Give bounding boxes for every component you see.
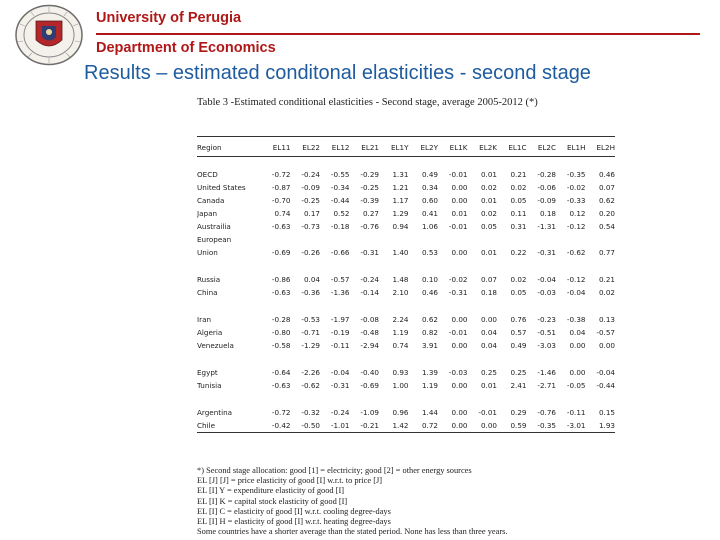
value-cell: 0.46: [598, 170, 615, 179]
table-bottom-rule: [197, 432, 615, 433]
value-cell: -0.09: [301, 183, 320, 192]
value-cell: -0.87: [271, 183, 291, 192]
value-cell: 0.94: [392, 222, 409, 231]
value-cell: [438, 233, 468, 246]
value-cell: 0.07: [598, 183, 615, 192]
value-cell: 0.10: [421, 275, 438, 284]
spacer-cell: [197, 352, 615, 366]
region-cell: United States: [197, 183, 246, 192]
value-cell: -0.44: [330, 196, 350, 205]
region-cell: Tunisia: [197, 381, 222, 390]
value-cell: [527, 233, 557, 246]
value-cell: -0.31: [330, 381, 350, 390]
value-cell: 0.25: [480, 368, 497, 377]
value-cell: -0.26: [301, 248, 320, 257]
table-row: [197, 194, 615, 207]
value-cell: -0.63: [271, 288, 291, 297]
value-cell: [409, 233, 439, 246]
note-line: *) Second stage allocation: good [1] = electricity; good [2] = other energy sources: [197, 466, 472, 475]
value-cell: 0.12: [569, 209, 586, 218]
value-cell: 0.59: [510, 421, 527, 430]
value-cell: -0.28: [271, 315, 291, 324]
value-cell: 1.93: [598, 421, 615, 430]
value-cell: 1.40: [392, 248, 409, 257]
value-cell: -0.40: [360, 368, 379, 377]
value-cell: 1.21: [392, 183, 409, 192]
value-cell: 0.49: [510, 341, 527, 350]
value-cell: 0.00: [451, 421, 468, 430]
value-cell: -0.62: [566, 248, 586, 257]
note-line: EL [I] Y = expenditure elasticity of good [I]: [197, 486, 345, 496]
value-cell: -0.36: [301, 288, 320, 297]
value-cell: 0.01: [480, 248, 497, 257]
spacer-cell: [197, 154, 615, 168]
value-cell: 0.77: [598, 248, 615, 257]
value-cell: -0.02: [448, 275, 468, 284]
value-cell: 1.19: [421, 381, 438, 390]
value-cell: 2.24: [392, 315, 409, 324]
value-cell: 0.21: [510, 170, 527, 179]
value-cell: 0.01: [480, 170, 497, 179]
value-cell: -0.39: [360, 196, 379, 205]
table-row: [197, 181, 615, 194]
value-cell: 0.49: [421, 170, 438, 179]
column-header-el2c: EL2C: [537, 143, 556, 152]
value-cell: -0.80: [271, 328, 291, 337]
table-spacer-row: [197, 259, 615, 273]
value-cell: -0.73: [301, 222, 320, 231]
column-header-el22: EL22: [302, 143, 320, 152]
value-cell: -0.25: [301, 196, 320, 205]
value-cell: 0.18: [480, 288, 497, 297]
value-cell: -0.25: [360, 183, 379, 192]
value-cell: -0.35: [566, 170, 586, 179]
value-cell: -2.94: [360, 341, 379, 350]
value-cell: -0.35: [537, 421, 556, 430]
column-header-el1y: EL1Y: [390, 143, 409, 152]
region-cell: Argentina: [197, 408, 233, 417]
column-header-el2h: EL2H: [596, 143, 615, 152]
value-cell: -0.57: [596, 328, 615, 337]
value-cell: [350, 233, 380, 246]
header-divider: [96, 33, 700, 35]
value-cell: -0.11: [566, 408, 586, 417]
value-cell: 1.42: [392, 421, 409, 430]
value-cell: -0.01: [478, 408, 497, 417]
value-cell: 0.74: [392, 341, 409, 350]
value-cell: -0.69: [271, 248, 291, 257]
value-cell: -0.32: [301, 408, 320, 417]
value-cell: -0.12: [566, 222, 586, 231]
value-cell: 1.00: [392, 381, 409, 390]
value-cell: -0.53: [301, 315, 320, 324]
value-cell: -0.57: [330, 275, 350, 284]
value-cell: 0.02: [510, 183, 527, 192]
column-header-el2k: EL2K: [479, 143, 497, 152]
value-cell: -0.70: [271, 196, 291, 205]
value-cell: -0.72: [271, 408, 291, 417]
value-cell: 0.62: [421, 315, 438, 324]
value-cell: -0.50: [301, 421, 320, 430]
value-cell: -0.66: [330, 248, 350, 257]
value-cell: 0.21: [598, 275, 615, 284]
value-cell: -0.04: [596, 368, 615, 377]
university-name: University of Perugia: [96, 10, 242, 26]
value-cell: -0.04: [566, 288, 586, 297]
region-cell: Egypt: [197, 368, 218, 377]
value-cell: [586, 233, 616, 246]
region-cell: Venezuela: [197, 341, 234, 350]
value-cell: 0.18: [539, 209, 556, 218]
value-cell: -0.08: [360, 315, 379, 324]
value-cell: 0.04: [303, 275, 320, 284]
value-cell: -0.12: [566, 275, 586, 284]
value-cell: -3.03: [537, 341, 556, 350]
value-cell: -0.24: [330, 408, 350, 417]
value-cell: 1.31: [392, 170, 409, 179]
value-cell: 0.00: [451, 183, 468, 192]
value-cell: [320, 233, 350, 246]
slide-title: Results – estimated conditonal elasticities - second stage: [84, 62, 591, 84]
value-cell: 0.29: [510, 408, 527, 417]
value-cell: 0.05: [510, 288, 527, 297]
value-cell: 0.00: [598, 341, 615, 350]
value-cell: -0.29: [360, 170, 379, 179]
value-cell: [556, 233, 586, 246]
value-cell: 0.04: [480, 341, 497, 350]
table-row: [197, 366, 615, 379]
value-cell: -0.19: [330, 328, 350, 337]
table-row: [197, 246, 615, 259]
value-cell: -0.64: [271, 368, 291, 377]
value-cell: 0.07: [480, 275, 497, 284]
value-cell: -0.04: [537, 275, 556, 284]
value-cell: -0.03: [537, 288, 556, 297]
value-cell: -0.01: [448, 222, 468, 231]
value-cell: 0.00: [451, 196, 468, 205]
column-header-el1c: EL1C: [508, 143, 527, 152]
value-cell: 2.10: [392, 288, 409, 297]
value-cell: -0.71: [301, 328, 320, 337]
value-cell: -2.26: [301, 368, 320, 377]
value-cell: -0.44: [596, 381, 615, 390]
value-cell: -1.09: [360, 408, 379, 417]
value-cell: 0.93: [392, 368, 409, 377]
column-header-el2y: EL2Y: [420, 143, 438, 152]
value-cell: -0.01: [448, 328, 468, 337]
spacer-cell: [197, 259, 615, 273]
value-cell: 0.34: [421, 183, 438, 192]
value-cell: 0.76: [510, 315, 527, 324]
value-cell: 0.00: [451, 381, 468, 390]
value-cell: 0.60: [421, 196, 438, 205]
value-cell: 3.91: [421, 341, 438, 350]
note-line: Some countries have a shorter average than the stated period. None has less than three years.: [197, 527, 508, 537]
column-header-el21: EL21: [361, 143, 379, 152]
value-cell: -0.11: [330, 341, 350, 350]
value-cell: 1.48: [392, 275, 409, 284]
value-cell: 0.53: [421, 248, 438, 257]
note-line: EL [I] C = elasticity of good [I] w.r.t. cooling degree-days: [197, 506, 391, 516]
region-cell: China: [197, 288, 218, 297]
value-cell: -0.01: [448, 170, 468, 179]
value-cell: -0.69: [360, 381, 379, 390]
table-row: [197, 406, 615, 419]
region-cell: Union: [197, 248, 218, 257]
elasticities-table: [197, 141, 615, 432]
value-cell: 0.46: [421, 288, 438, 297]
value-cell: 0.00: [451, 408, 468, 417]
column-header-region: Region: [197, 143, 222, 152]
value-cell: 0.41: [421, 209, 438, 218]
region-cell: Chile: [197, 421, 215, 430]
value-cell: [261, 233, 291, 246]
value-cell: 0.01: [480, 196, 497, 205]
column-header-el1h: EL1H: [566, 143, 586, 152]
value-cell: 0.72: [421, 421, 438, 430]
value-cell: -0.33: [566, 196, 586, 205]
value-cell: -0.05: [566, 381, 586, 390]
value-cell: -0.55: [330, 170, 350, 179]
value-cell: -0.14: [360, 288, 379, 297]
note-line: EL [I] H = elasticity of good [I] w.r.t. heating degree-days: [197, 517, 391, 527]
value-cell: 0.17: [303, 209, 320, 218]
value-cell: -0.03: [448, 368, 468, 377]
value-cell: 1.17: [392, 196, 409, 205]
value-cell: -0.76: [537, 408, 556, 417]
table-row: [197, 207, 615, 220]
value-cell: 0.74: [274, 209, 291, 218]
value-cell: -0.23: [537, 315, 556, 324]
value-cell: 0.02: [510, 275, 527, 284]
value-cell: -0.18: [330, 222, 350, 231]
value-cell: 0.02: [480, 183, 497, 192]
value-cell: [497, 233, 527, 246]
value-cell: -0.31: [360, 248, 379, 257]
spacer-cell: [197, 299, 615, 313]
value-cell: [291, 233, 321, 246]
value-cell: -0.86: [271, 275, 291, 284]
region-cell: Japan: [197, 209, 218, 218]
value-cell: -0.76: [360, 222, 379, 231]
value-cell: 0.00: [569, 368, 586, 377]
value-cell: [379, 233, 409, 246]
value-cell: -0.09: [537, 196, 556, 205]
value-cell: -1.01: [330, 421, 350, 430]
value-cell: 0.04: [569, 328, 586, 337]
region-cell: Iran: [197, 315, 212, 324]
table-row: [197, 233, 615, 246]
value-cell: 0.13: [598, 315, 615, 324]
value-cell: -0.24: [360, 275, 379, 284]
value-cell: 0.96: [392, 408, 409, 417]
region-cell: Austrailia: [197, 222, 231, 231]
value-cell: -1.31: [537, 222, 556, 231]
value-cell: -0.31: [448, 288, 468, 297]
table-row: [197, 326, 615, 339]
table-row: [197, 220, 615, 233]
value-cell: 0.00: [480, 421, 497, 430]
value-cell: -0.28: [537, 170, 556, 179]
table-row: [197, 339, 615, 352]
value-cell: 0.54: [598, 222, 615, 231]
table-header-row: [197, 141, 615, 154]
table-notes: [197, 466, 617, 537]
note-line: EL [I] K = capital stock elasticity of good [I]: [197, 496, 348, 506]
value-cell: -0.42: [271, 421, 291, 430]
table-row: [197, 379, 615, 392]
value-cell: 0.62: [598, 196, 615, 205]
value-cell: 2.41: [510, 381, 527, 390]
value-cell: 1.19: [392, 328, 409, 337]
value-cell: -0.21: [360, 421, 379, 430]
value-cell: -0.04: [330, 368, 350, 377]
table-row: [197, 419, 615, 432]
value-cell: 0.00: [451, 315, 468, 324]
value-cell: -0.63: [271, 222, 291, 231]
value-cell: -0.48: [360, 328, 379, 337]
value-cell: 0.02: [480, 209, 497, 218]
value-cell: 0.25: [510, 368, 527, 377]
value-cell: 0.27: [362, 209, 379, 218]
region-cell: Algeria: [197, 328, 223, 337]
value-cell: 1.06: [421, 222, 438, 231]
table-row: [197, 273, 615, 286]
value-cell: -3.01: [566, 421, 586, 430]
column-header-el1k: EL1K: [449, 143, 468, 152]
value-cell: -0.31: [537, 248, 556, 257]
value-cell: -0.06: [537, 183, 556, 192]
value-cell: 0.02: [598, 288, 615, 297]
value-cell: -0.34: [330, 183, 350, 192]
table-top-rule: [197, 136, 615, 137]
value-cell: 0.00: [451, 341, 468, 350]
value-cell: -0.63: [271, 381, 291, 390]
value-cell: 0.04: [480, 328, 497, 337]
region-cell: Canada: [197, 196, 225, 205]
value-cell: 0.22: [510, 248, 527, 257]
value-cell: 0.82: [421, 328, 438, 337]
value-cell: -0.58: [271, 341, 291, 350]
university-seal-logo: [14, 4, 84, 66]
value-cell: 1.29: [392, 209, 409, 218]
value-cell: 0.00: [480, 315, 497, 324]
value-cell: 0.05: [510, 196, 527, 205]
value-cell: -1.46: [537, 368, 556, 377]
value-cell: 0.05: [480, 222, 497, 231]
value-cell: -0.72: [271, 170, 291, 179]
table-caption: Table 3 -Estimated conditional elasticities - Second stage, average 2005-2012 (*): [197, 97, 538, 108]
value-cell: 0.20: [598, 209, 615, 218]
note-line: EL [J] [J] = price elasticity of good [I] w.r.t. to price [J]: [197, 476, 383, 486]
value-cell: 0.31: [510, 222, 527, 231]
value-cell: 1.39: [421, 368, 438, 377]
value-cell: 0.00: [451, 248, 468, 257]
region-cell: OECD: [197, 170, 218, 179]
value-cell: -1.97: [330, 315, 350, 324]
table-spacer-row: [197, 352, 615, 366]
value-cell: 0.15: [598, 408, 615, 417]
value-cell: -1.36: [330, 288, 350, 297]
table-row: [197, 313, 615, 326]
column-header-el12: EL12: [331, 143, 350, 152]
column-header-el11: EL11: [272, 143, 291, 152]
value-cell: 0.11: [510, 209, 527, 218]
table-row: [197, 168, 615, 181]
value-cell: -0.62: [301, 381, 320, 390]
department-name: Department of Economics: [96, 40, 276, 56]
value-cell: 0.52: [333, 209, 350, 218]
value-cell: -0.38: [566, 315, 586, 324]
value-cell: [468, 233, 498, 246]
value-cell: -1.29: [301, 341, 320, 350]
value-cell: 1.44: [421, 408, 438, 417]
value-cell: -0.51: [537, 328, 556, 337]
region-cell: Russia: [197, 275, 221, 284]
value-cell: 0.57: [510, 328, 527, 337]
table-spacer-row: [197, 299, 615, 313]
value-cell: -2.71: [537, 381, 556, 390]
table-spacer-row: [197, 392, 615, 406]
value-cell: 0.01: [451, 209, 468, 218]
spacer-cell: [197, 392, 615, 406]
table-row: [197, 286, 615, 299]
region-cell: European: [197, 235, 232, 244]
value-cell: 0.01: [480, 381, 497, 390]
value-cell: 0.00: [569, 341, 586, 350]
value-cell: -0.02: [566, 183, 586, 192]
value-cell: -0.24: [301, 170, 320, 179]
table-spacer-row: [197, 154, 615, 168]
